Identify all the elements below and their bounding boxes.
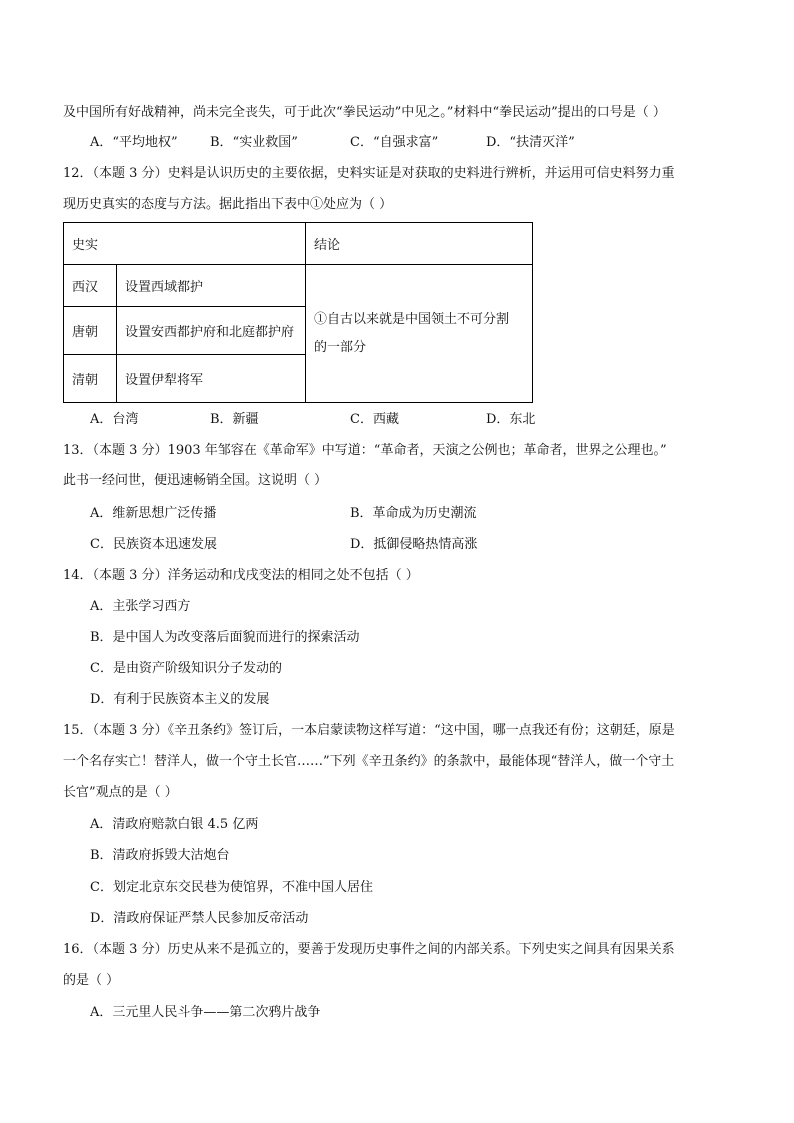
q16-stem-line-2: 的是（ ） bbox=[63, 973, 120, 988]
q11-option-a[interactable]: A．“平均地权” bbox=[90, 135, 178, 150]
q11-option-b[interactable]: B．“实业救国” bbox=[210, 135, 298, 150]
q11-option-c[interactable]: C．“自强求富” bbox=[350, 135, 439, 150]
q15-option-c[interactable]: C．划定北京东交民巷为使馆界，不准中国人居住 bbox=[90, 880, 373, 895]
q12-stem-line-1: 12．（本题 3 分）史料是认识历史的主要依据，史料实证是对获取的史料进行辨析，并运用可信史料努力重 bbox=[63, 166, 675, 181]
conclusion-line-1: ①自古以来就是中国领土不可分割 bbox=[314, 311, 510, 327]
q16-stem-line-1: 16．（本题 3 分）历史从来不是孤立的，要善于发现历史事件之间的内部关系。下列史实之间具有因果关系 bbox=[63, 942, 675, 957]
q13-option-d[interactable]: D．抵御侵略热情高涨 bbox=[350, 537, 478, 552]
q14-option-a[interactable]: A．主张学习西方 bbox=[90, 599, 191, 614]
q11-option-d[interactable]: D．“扶清灭洋” bbox=[486, 135, 575, 150]
q15-option-d[interactable]: D．清政府保证严禁人民参加反帝活动 bbox=[90, 911, 309, 926]
q12-option-c[interactable]: C．西藏 bbox=[350, 412, 399, 427]
table-cell-fact: 设置伊犁将军 bbox=[117, 355, 306, 403]
conclusion-line-2: 的一部分 bbox=[314, 339, 367, 355]
q14-option-b[interactable]: B．是中国人为改变落后面貌而进行的探索活动 bbox=[90, 630, 360, 645]
table-cell-conclusion bbox=[306, 265, 533, 403]
q14-option-c[interactable]: C．是由资产阶级知识分子发动的 bbox=[90, 661, 282, 676]
q14-option-d[interactable]: D．有利于民族资本主义的发展 bbox=[90, 692, 270, 707]
table-cell-fact: 设置西域都护 bbox=[117, 265, 306, 307]
table-header-facts: 史实 bbox=[64, 223, 306, 265]
q12-option-d[interactable]: D．东北 bbox=[486, 412, 536, 427]
table-header-conclusion: 结论 bbox=[306, 223, 533, 265]
q13-option-c[interactable]: C．民族资本迅速发展 bbox=[90, 537, 217, 552]
q13-option-b[interactable]: B．革命成为历史潮流 bbox=[350, 506, 477, 521]
q12-table bbox=[63, 222, 533, 403]
q15-option-b[interactable]: B．清政府拆毁大沽炮台 bbox=[90, 848, 230, 863]
q12-stem-line-2: 现历史真实的态度与方法。据此指出下表中①处应为（ ） bbox=[63, 197, 393, 212]
q12-option-b[interactable]: B．新疆 bbox=[210, 412, 259, 427]
table-cell-dynasty: 清朝 bbox=[64, 355, 117, 403]
q15-stem-line-1: 15．（本题 3 分）《辛丑条约》签订后，一本启蒙读物这样写道：“这中国，哪一点我还有份；这朝廷，原是 bbox=[63, 723, 675, 738]
q14-stem-line-1: 14．（本题 3 分）洋务运动和戊戌变法的相同之处不包括（ ） bbox=[63, 568, 419, 583]
q11-text-line: 及中国所有好战精神，尚未完全丧失，可于此次“拳民运动”中见之。”材料中“拳民运动”提出的口号是（ ） bbox=[63, 105, 666, 120]
q13-stem-line-1: 13．（本题 3 分）1903 年邹容在《革命军》中写道：“革命者，天演之公例也；革命者，世界之公理也。” bbox=[63, 443, 667, 458]
q13-stem-line-2: 此书一经问世，便迅速畅销全国。这说明（ ） bbox=[63, 473, 328, 488]
q15-stem-line-3: 长官”观点的是（ ） bbox=[63, 785, 178, 800]
q12-option-a[interactable]: A．台湾 bbox=[90, 412, 139, 427]
table-cell-fact: 设置安西都护府和北庭都护府 bbox=[117, 307, 306, 355]
table-cell-dynasty: 西汉 bbox=[64, 265, 117, 307]
table-cell-dynasty: 唐朝 bbox=[64, 307, 117, 355]
q15-stem-line-2: 一个名存实亡！替洋人，做一个守土长官……”下列《辛丑条约》的条款中，最能体现“替洋人，做一个守土 bbox=[63, 754, 675, 769]
q13-option-a[interactable]: A．维新思想广泛传播 bbox=[90, 506, 217, 521]
q15-option-a[interactable]: A．清政府赔款白银 4.5 亿两 bbox=[90, 817, 259, 832]
q16-option-a[interactable]: A．三元里人民斗争——第二次鸦片战争 bbox=[90, 1005, 321, 1020]
